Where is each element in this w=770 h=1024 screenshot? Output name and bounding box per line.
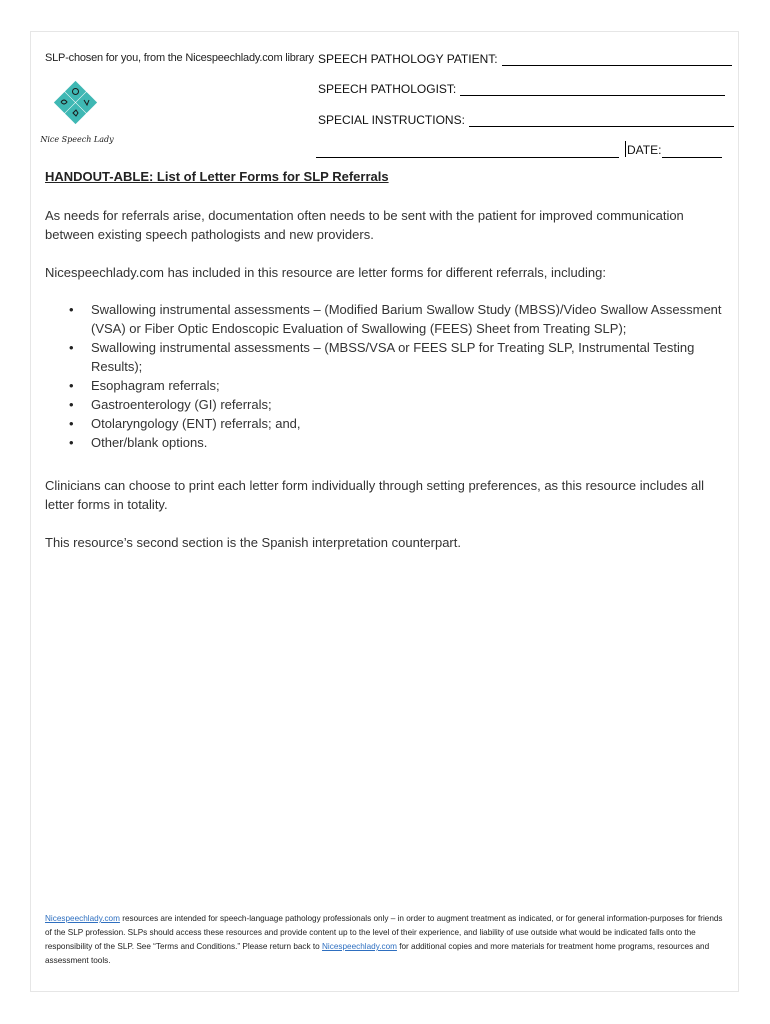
pathologist-label: SPEECH PATHOLOGIST: [318,82,457,96]
patient-field[interactable] [318,52,732,66]
text-cursor [625,141,626,157]
resource-paragraph: Nicespeechlady.com has included in this resource are letter forms for different referrals, including: [45,265,606,280]
footer-link-nicespeechlady-return[interactable]: Nicespeechlady.com [322,942,397,951]
footer-disclaimer [45,912,725,968]
list-item: • Swallowing instrumental assessments – (MBSS/VSA or FEES SLP for Treating SLP, Instrumental Testing Results); [91,338,725,376]
footer-text-part-2: for additional copies and more materials for treatment home programs, resources and assessment tools. [45,942,710,965]
date-input-line[interactable] [662,143,722,158]
footer-text-part-1: resources are intended for speech-language pathology professionals only – in order to augment treatment as indicated, or for general information-purposes for friends of the SLP profession. SLPs should access these resources and provide content up to the level of their experience, and liability of use outside what would be indicated falls onto the responsibility of the SLP. See “Terms and Conditions.” Please return back to [45,914,723,951]
date-row [316,143,722,159]
special-instructions-input-line[interactable] [469,114,734,127]
patient-input-line[interactable] [502,53,732,66]
handout-heading: HANDOUT-ABLE: List of Letter Forms for SLP Referrals [45,169,389,184]
date-label: DATE: [627,143,662,157]
print-paragraph: Clinicians can choose to print each letter form individually through setting preferences, as this resource includes all letter forms in totality. [45,478,705,512]
patient-label: SPEECH PATHOLOGY PATIENT: [318,52,498,66]
list-item: • Gastroenterology (GI) referrals; [91,395,725,414]
pathologist-field[interactable] [318,82,725,96]
list-item: • Otolaryngology (ENT) referrals; and, [91,414,725,433]
spanish-paragraph: This resource’s second section is the Spanish interpretation counterpart. [45,535,461,550]
footer-link-nicespeechlady[interactable]: Nicespeechlady.com [45,914,120,923]
list-item: • Esophagram referrals; [91,376,725,395]
library-source-line: SLP-chosen for you, from the Nicespeechlady.com library [45,52,314,64]
list-item: • Swallowing instrumental assessments – (Modified Barium Swallow Study (MBSS)/Video Swallow Assessment (VSA) or Fiber Optic Endoscopic Evaluation of Swallowing (FEES) Sheet from Treating SLP); [91,300,725,338]
pathologist-input-line[interactable] [460,83,725,96]
nice-speech-lady-logo [40,82,114,148]
signature-line[interactable] [316,143,619,158]
intro-paragraph: As needs for referrals arise, documentation often needs to be sent with the patient for improved communication between existing speech pathologists and new providers. [45,208,684,242]
logo-text: Nice Speech Lady [40,135,114,144]
list-item: • Other/blank options. [91,433,725,452]
referral-list [45,300,725,452]
special-instructions-label: SPECIAL INSTRUCTIONS: [318,113,465,127]
special-instructions-field[interactable] [318,113,734,127]
